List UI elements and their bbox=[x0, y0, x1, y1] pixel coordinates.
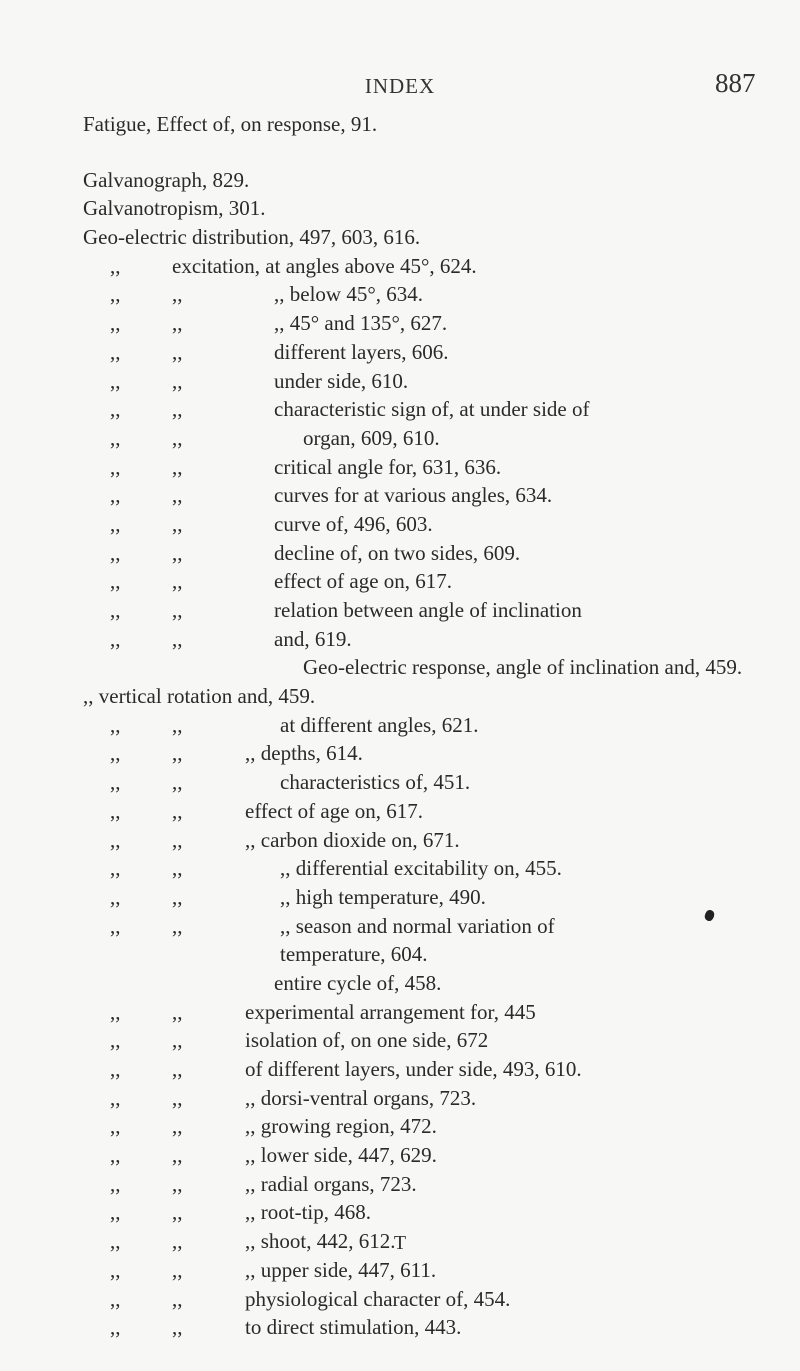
index-entry bbox=[0, 223, 800, 252]
ditto-mark: ,, bbox=[110, 1085, 121, 1110]
index-subentry bbox=[0, 940, 800, 969]
ditto-mark: ,, bbox=[172, 741, 183, 766]
ditto-mark: ,, bbox=[172, 1171, 183, 1196]
entry-text: ,, 45° and 135°, 627. bbox=[274, 311, 448, 336]
entry-text: Fatigue, Effect of, on response, 91. bbox=[83, 112, 378, 136]
ditto-mark: ,, bbox=[172, 368, 183, 393]
index-entry bbox=[0, 194, 800, 223]
entry-text: ,, depths, 614. bbox=[245, 741, 363, 766]
ditto-mark: ,, bbox=[110, 1200, 121, 1225]
ditto-mark: ,, bbox=[172, 1143, 183, 1168]
entry-text: ,, upper side, 447, 611. bbox=[245, 1257, 437, 1282]
entry-text: decline of, on two sides, 609. bbox=[274, 540, 521, 565]
entry-text: entire cycle of, 458. bbox=[274, 970, 442, 995]
ditto-mark: ,, bbox=[172, 1315, 183, 1340]
index-subentry bbox=[0, 539, 800, 568]
ditto-mark: ,, bbox=[172, 626, 183, 651]
entry-text: and, 619. bbox=[274, 626, 352, 651]
ditto-mark: ,, bbox=[172, 598, 183, 622]
entry-text: curve of, 496, 603. bbox=[274, 511, 433, 536]
index-subentry bbox=[0, 653, 800, 682]
ditto-mark: ,, bbox=[172, 311, 183, 336]
page-number: 887 bbox=[715, 68, 756, 98]
index-entry bbox=[0, 110, 800, 139]
ditto-mark: ,, bbox=[172, 913, 183, 938]
ditto-mark: ,, bbox=[172, 511, 183, 536]
entry-text: different layers, 606. bbox=[274, 339, 449, 364]
ditto-mark: ,, bbox=[110, 827, 121, 852]
entry-text: ,, carbon dioxide on, 671. bbox=[245, 827, 460, 852]
ditto-mark: ,, bbox=[172, 339, 183, 364]
index-subentry bbox=[0, 768, 800, 797]
ditto-mark: ,, bbox=[172, 1200, 183, 1225]
entry-text: curves for at various angles, 634. bbox=[274, 483, 553, 508]
index-subentry bbox=[0, 912, 800, 941]
entry-text: to direct stimulation, 443. bbox=[245, 1315, 462, 1340]
index-subentry bbox=[0, 367, 800, 396]
ditto-mark: ,, bbox=[110, 311, 121, 336]
entry-text: characteristic sign of, at under side of bbox=[274, 397, 590, 422]
ditto-mark: ,, bbox=[172, 856, 183, 881]
ditto-mark: ,, bbox=[110, 999, 121, 1024]
ditto-mark: ,, bbox=[172, 827, 183, 852]
ditto-mark: ,, bbox=[172, 425, 183, 450]
ditto-mark: ,, bbox=[110, 282, 121, 307]
ditto-mark: ,, bbox=[110, 483, 121, 508]
index-subentry bbox=[0, 510, 800, 539]
entry-text: ,, radial organs, 723. bbox=[245, 1171, 417, 1196]
ditto-mark: ,, bbox=[110, 1028, 121, 1053]
entry-text: ,, dorsi-ventral organs, 723. bbox=[245, 1085, 477, 1110]
entry-text: ,, season and normal variation of bbox=[280, 913, 555, 938]
ditto-mark: ,, bbox=[110, 884, 121, 909]
ditto-mark: ,, bbox=[110, 770, 121, 795]
ditto-mark: ,, bbox=[110, 712, 121, 737]
ditto-mark: ,, bbox=[110, 1257, 121, 1282]
index-subentry bbox=[0, 998, 800, 1027]
entry-text: ,, shoot, 442, 612. bbox=[245, 1229, 396, 1254]
ditto-mark: ,, bbox=[172, 540, 183, 565]
ditto-mark: ,, bbox=[172, 397, 183, 422]
index-subentry bbox=[0, 739, 800, 768]
index-subentry bbox=[0, 1170, 800, 1199]
index-subentry bbox=[0, 567, 800, 596]
index-subentry bbox=[0, 883, 800, 912]
index-entry bbox=[0, 682, 800, 711]
index-subentry bbox=[0, 826, 800, 855]
entry-text: ,, growing region, 472. bbox=[245, 1114, 437, 1139]
ditto-mark: ,, bbox=[172, 798, 183, 823]
ditto-mark: ,, bbox=[110, 511, 121, 536]
ditto-mark: ,, bbox=[110, 540, 121, 565]
running-head: INDEX bbox=[364, 74, 436, 98]
ditto-mark: ,, bbox=[172, 569, 183, 594]
entry-text: effect of age on, 617. bbox=[245, 798, 424, 823]
entry-text: characteristics of, 451. bbox=[280, 770, 471, 795]
index-entries bbox=[0, 110, 800, 1371]
index-subentry bbox=[0, 797, 800, 826]
index-subentry bbox=[0, 1084, 800, 1113]
ditto-mark: ,, bbox=[172, 770, 183, 795]
index-subentry bbox=[0, 280, 800, 309]
entry-text: physiological character of, 454. bbox=[245, 1286, 511, 1311]
ditto-mark: ,, bbox=[110, 1114, 121, 1139]
ditto-mark: ,, bbox=[110, 1057, 121, 1081]
entry-text: ,, root-tip, 468. bbox=[245, 1200, 371, 1225]
ditto-mark: ,, bbox=[110, 913, 121, 938]
entry-text: ,, lower side, 447, 629. bbox=[245, 1143, 437, 1168]
ditto-mark: ,, bbox=[172, 1028, 183, 1053]
index-subentry bbox=[0, 252, 800, 281]
ditto-mark: ,, bbox=[110, 798, 121, 823]
index-subentry bbox=[0, 309, 800, 338]
ditto-mark: ,, bbox=[110, 454, 121, 479]
index-entry bbox=[0, 166, 800, 195]
index-subentry bbox=[0, 1285, 800, 1314]
index-subentry bbox=[0, 338, 800, 367]
ditto-mark: ,, bbox=[172, 712, 183, 737]
ditto-mark: ,, bbox=[110, 626, 121, 651]
entry-text: at different angles, 621. bbox=[280, 712, 479, 737]
index-subentry bbox=[0, 395, 800, 424]
ditto-mark: ,, bbox=[172, 483, 183, 508]
index-subentry bbox=[0, 969, 800, 998]
ditto-mark: ,, bbox=[110, 425, 121, 450]
ditto-mark: ,, bbox=[110, 368, 121, 393]
index-subentry bbox=[0, 1256, 800, 1285]
entry-text: Galvanograph, 829. bbox=[83, 167, 250, 192]
entry-text: effect of age on, 617. bbox=[274, 569, 453, 594]
entry-text: ,, high temperature, 490. bbox=[280, 884, 486, 909]
ditto-mark: ,, bbox=[172, 884, 183, 909]
entry-text: ,, below 45°, 634. bbox=[274, 282, 423, 307]
entry-text: Geo-electric distribution, 497, 603, 616. bbox=[83, 225, 421, 250]
entry-text: ,, differential excitability on, 455. bbox=[280, 856, 562, 881]
entry-text: critical angle for, 631, 636. bbox=[274, 454, 502, 479]
index-subentry bbox=[0, 711, 800, 740]
index-subentry bbox=[0, 1313, 800, 1342]
index-subentry bbox=[0, 1055, 800, 1084]
index-subentry bbox=[0, 1342, 800, 1371]
ditto-mark: ,, bbox=[110, 1286, 121, 1311]
entry-text: isolation of, on one side, 672 bbox=[245, 1028, 489, 1053]
index-subentry bbox=[0, 481, 800, 510]
entry-text: experimental arrangement for, 445 bbox=[245, 999, 536, 1024]
ditto-mark: ,, bbox=[172, 1286, 183, 1311]
index-subentry bbox=[0, 1026, 800, 1055]
ditto-mark: ,, bbox=[172, 1229, 183, 1254]
entry-text: organ, 609, 610. bbox=[303, 425, 440, 450]
ditto-mark: ,, bbox=[110, 253, 121, 278]
entry-text: excitation, at angles above 45°, 624. bbox=[172, 253, 477, 278]
entry-text: of different layers, under side, 493, 610. bbox=[245, 1057, 582, 1081]
entry-text: relation between angle of inclination bbox=[274, 598, 582, 622]
index-subentry bbox=[0, 596, 800, 625]
signature-mark: T bbox=[393, 1232, 407, 1254]
ditto-mark: ,, bbox=[110, 1171, 121, 1196]
ditto-mark: ,, bbox=[172, 1114, 183, 1139]
index-subentry bbox=[0, 424, 800, 453]
entry-text: under side, 610. bbox=[274, 368, 409, 393]
ditto-mark: ,, bbox=[172, 454, 183, 479]
index-subentry bbox=[0, 453, 800, 482]
index-subentry bbox=[0, 1198, 800, 1227]
ditto-mark: ,, bbox=[110, 856, 121, 881]
index-subentry bbox=[0, 625, 800, 654]
ditto-mark: ,, bbox=[110, 1229, 121, 1254]
index-subentry bbox=[0, 1141, 800, 1170]
entry-text: ,, vertical rotation and, 459. bbox=[83, 684, 316, 709]
index-subentry bbox=[0, 1112, 800, 1141]
entry-text: temperature, 604. bbox=[280, 942, 428, 967]
ditto-mark: ,, bbox=[110, 1315, 121, 1340]
index-subentry bbox=[0, 854, 800, 883]
ditto-mark: ,, bbox=[110, 598, 121, 622]
ditto-mark: ,, bbox=[110, 569, 121, 594]
ditto-mark: ,, bbox=[110, 339, 121, 364]
ditto-mark: ,, bbox=[110, 397, 121, 422]
ditto-mark: ,, bbox=[172, 1085, 183, 1110]
ditto-mark: ,, bbox=[172, 1057, 183, 1081]
ditto-mark: ,, bbox=[172, 282, 183, 307]
ditto-mark: ,, bbox=[172, 999, 183, 1024]
ditto-mark: ,, bbox=[172, 1257, 183, 1282]
ditto-mark: ,, bbox=[110, 741, 121, 766]
entry-text: Geo-electric response, angle of inclination and, 459. bbox=[303, 655, 743, 680]
ditto-mark: ,, bbox=[110, 1143, 121, 1168]
entry-text: Galvanotropism, 301. bbox=[83, 196, 266, 221]
